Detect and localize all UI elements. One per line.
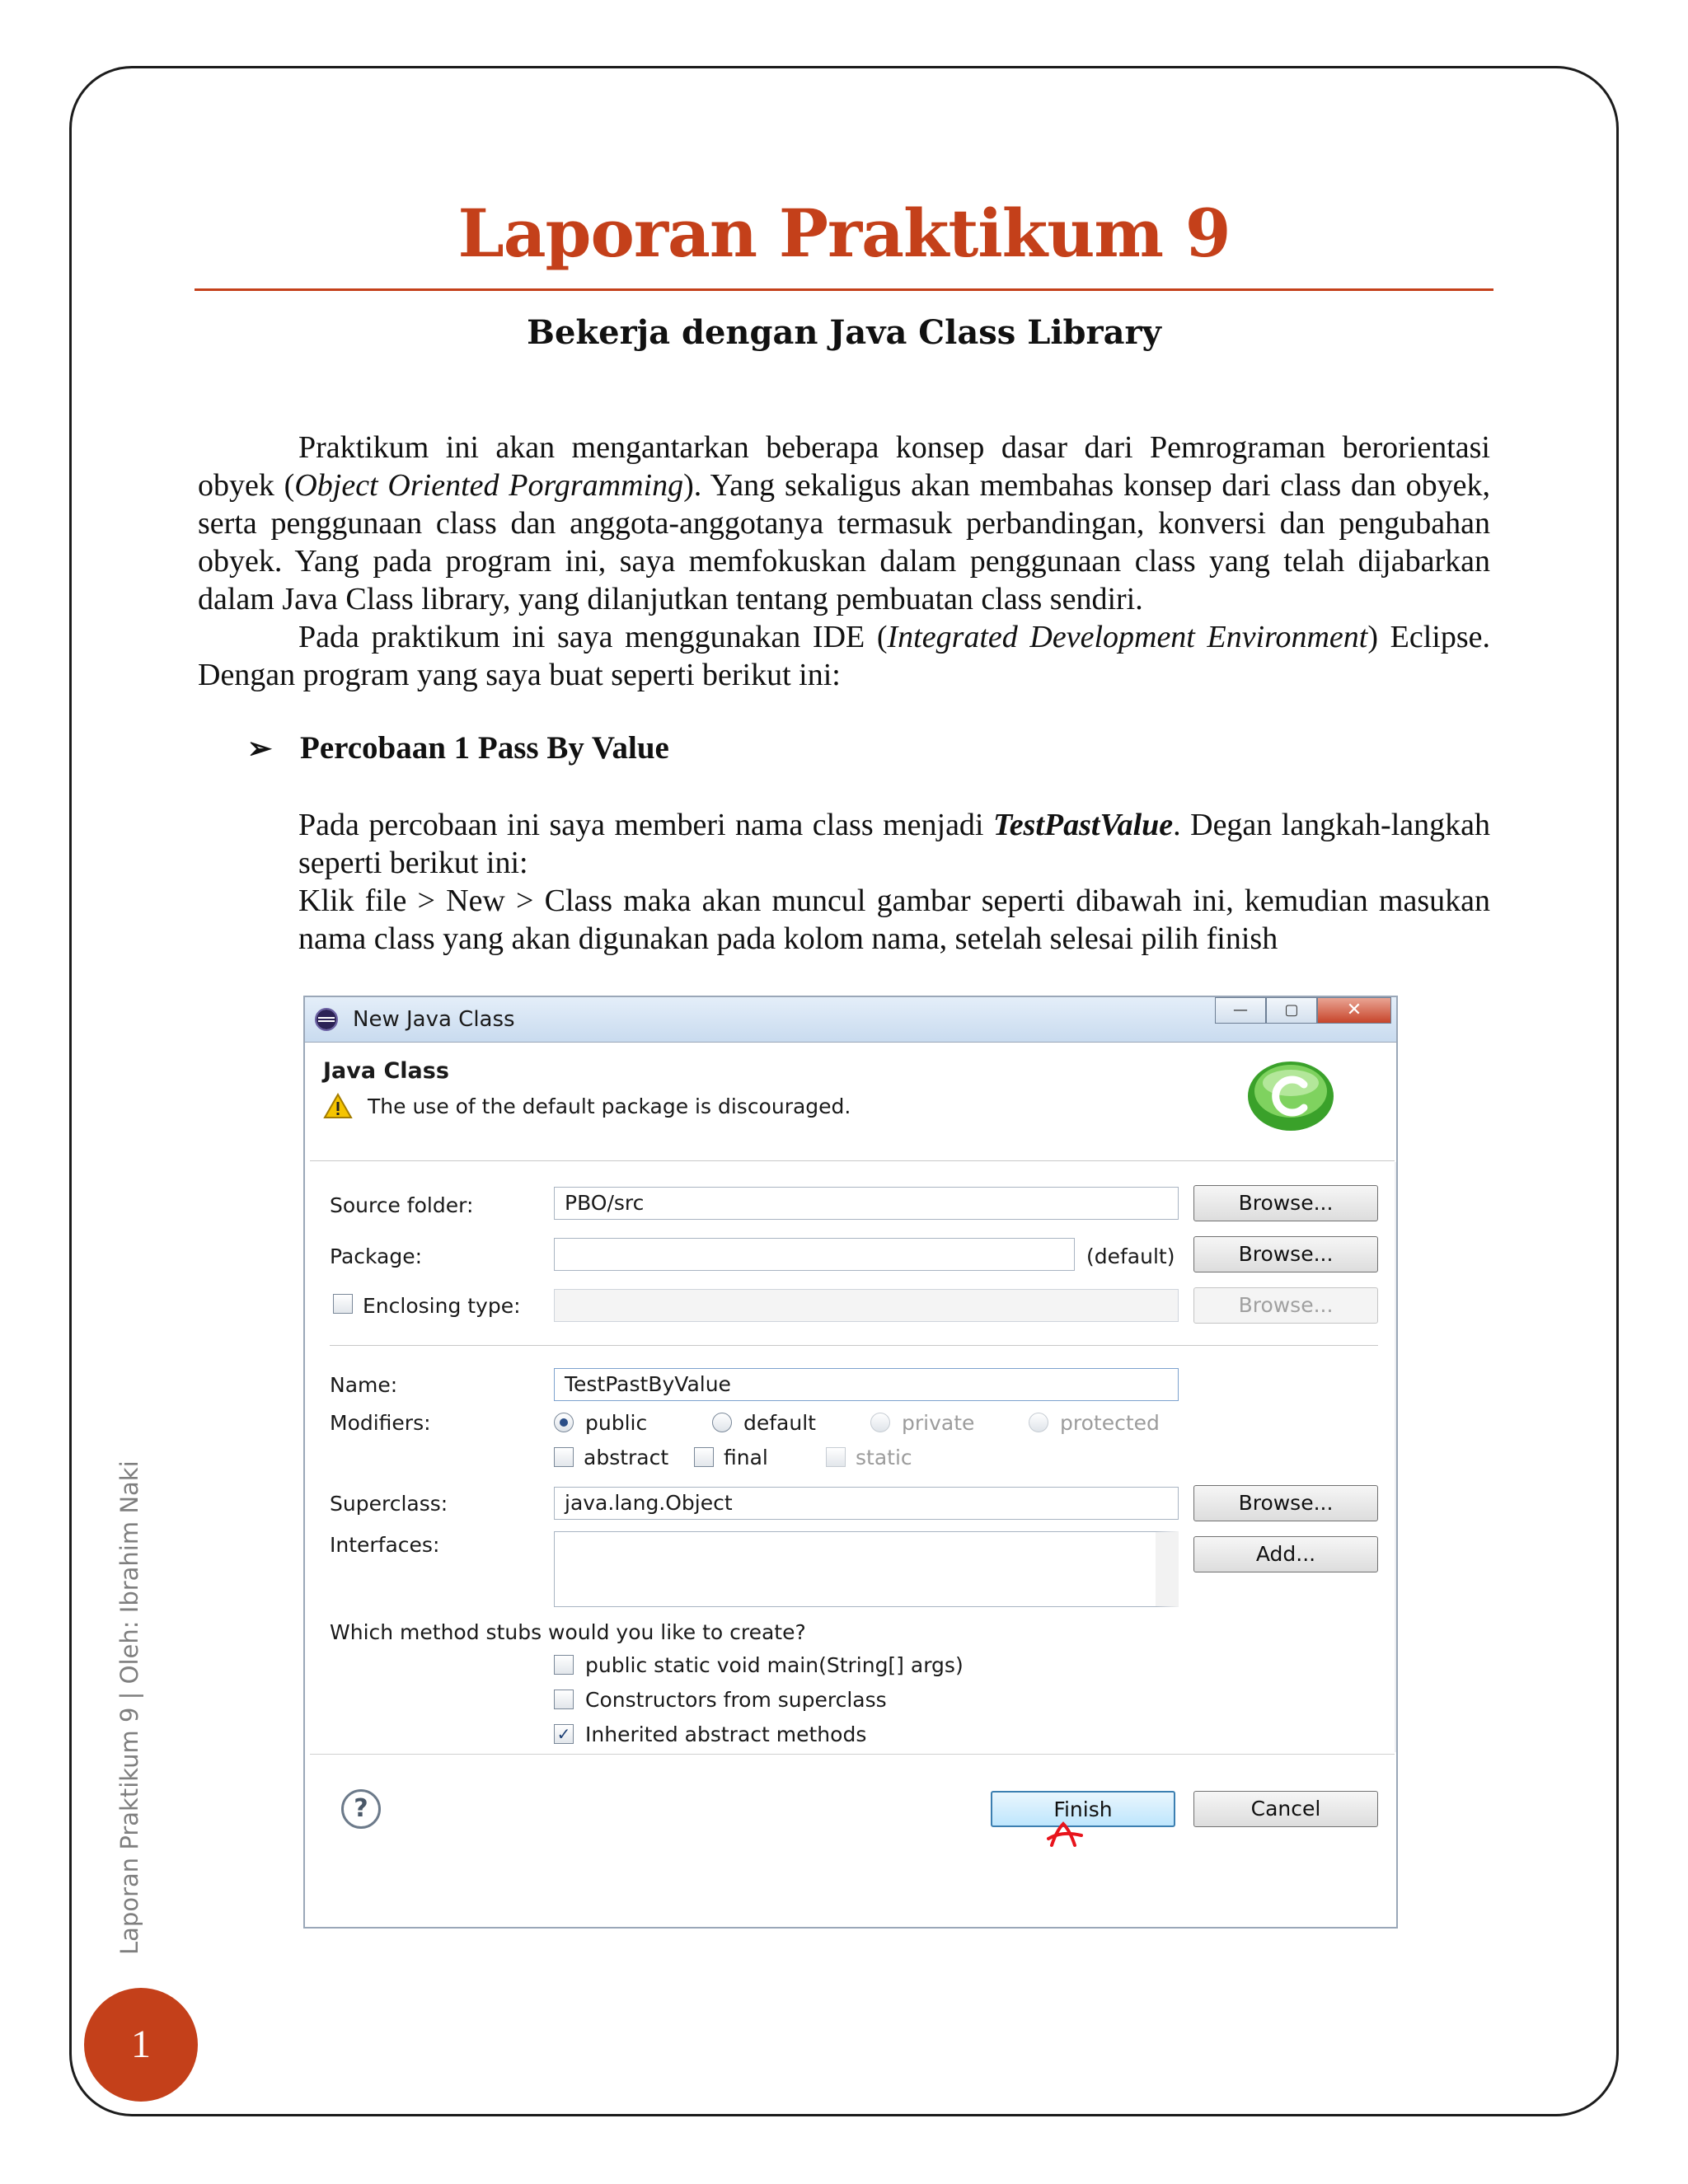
dialog-heading: Java Class bbox=[323, 1058, 449, 1084]
source-folder-browse-button[interactable]: Browse... bbox=[1193, 1185, 1378, 1221]
page-title: Laporan Praktikum 9 bbox=[457, 194, 1231, 272]
name-field[interactable]: TestPastByValue bbox=[554, 1368, 1179, 1401]
abstract-label: abstract bbox=[584, 1446, 669, 1469]
source-folder-label: Source folder: bbox=[330, 1193, 474, 1217]
java-class-c-icon bbox=[1246, 1060, 1335, 1132]
constructors-checkbox[interactable] bbox=[554, 1690, 574, 1709]
source-folder-field[interactable]: PBO/src bbox=[554, 1187, 1179, 1220]
enclosing-type-label: Enclosing type: bbox=[363, 1294, 521, 1318]
method-stubs-question: Which method stubs would you like to create? bbox=[330, 1620, 806, 1644]
main-method-label: public static void main(String[] args) bbox=[585, 1653, 964, 1677]
warning-text: The use of the default package is discouraged. bbox=[368, 1094, 851, 1118]
protected-label: protected bbox=[1060, 1411, 1160, 1435]
final-checkbox[interactable] bbox=[694, 1447, 714, 1467]
enclosing-type-browse-button[interactable]: Browse... bbox=[1193, 1287, 1378, 1324]
page-number-badge: 1 bbox=[84, 1988, 198, 2102]
page-subtitle: Bekerja dengan Java Class Library bbox=[527, 313, 1161, 352]
new-java-class-dialog bbox=[303, 996, 1398, 1929]
main-method-checkbox[interactable] bbox=[554, 1655, 574, 1675]
eclipse-icon bbox=[313, 1007, 340, 1032]
static-label: static bbox=[856, 1446, 912, 1469]
help-icon[interactable]: ? bbox=[341, 1789, 381, 1829]
arrow-bullet-icon: ➢ bbox=[247, 732, 273, 765]
package-browse-button[interactable]: Browse... bbox=[1193, 1236, 1378, 1272]
maximize-button[interactable]: ▢ bbox=[1266, 997, 1317, 1024]
enclosing-type-field[interactable] bbox=[554, 1289, 1179, 1322]
warning-icon bbox=[323, 1093, 353, 1119]
inherited-methods-checkbox[interactable]: ✓ bbox=[554, 1724, 574, 1744]
default-radio[interactable] bbox=[712, 1413, 732, 1432]
section-heading: ➢ Percobaan 1 Pass By Value bbox=[247, 730, 669, 766]
hand-drawn-pointer-mark bbox=[1047, 1821, 1085, 1850]
enclosing-type-checkbox[interactable] bbox=[333, 1294, 353, 1314]
interfaces-list[interactable] bbox=[554, 1531, 1179, 1607]
superclass-field[interactable]: java.lang.Object bbox=[554, 1487, 1179, 1520]
window-title: New Java Class bbox=[353, 1007, 515, 1032]
section-paragraph-2: Klik file > New > Class maka akan muncul gambar seperti dibawah ini, kemudian masukan nama class yang akan digunakan pada kolom nama, setelah selesai pilih finish bbox=[298, 883, 1490, 956]
static-checkbox[interactable] bbox=[826, 1447, 846, 1467]
section-paragraph-1: Pada percobaan ini saya memberi nama class menjadi TestPastValue. Degan langkah-langkah seperti berikut ini: bbox=[298, 808, 1490, 880]
public-radio[interactable] bbox=[554, 1413, 574, 1432]
superclass-browse-button[interactable]: Browse... bbox=[1193, 1485, 1378, 1521]
sidebar-footer-text: Laporan Praktikum 9 | Oleh: Ibrahim Naki bbox=[115, 1460, 143, 1955]
window-titlebar bbox=[305, 997, 1396, 1043]
dialog-button-bar bbox=[310, 1754, 1395, 1928]
inherited-methods-label: Inherited abstract methods bbox=[585, 1722, 867, 1746]
dialog-content bbox=[310, 1162, 1398, 1752]
cancel-button[interactable]: Cancel bbox=[1193, 1791, 1378, 1827]
final-label: final bbox=[724, 1446, 768, 1469]
name-label: Name: bbox=[330, 1373, 398, 1397]
constructors-label: Constructors from superclass bbox=[585, 1688, 887, 1712]
window-controls bbox=[1215, 997, 1391, 1025]
intro-paragraph-2: Pada praktikum ini saya menggunakan IDE (Integrated Development Environment) Eclipse. Dengan program yang saya buat seperti berikut ini: bbox=[198, 620, 1490, 692]
private-radio[interactable] bbox=[870, 1413, 890, 1432]
package-field[interactable] bbox=[554, 1238, 1075, 1271]
superclass-label: Superclass: bbox=[330, 1492, 448, 1516]
warning-message bbox=[323, 1093, 851, 1119]
intro-paragraph-1: Praktikum ini akan mengantarkan beberapa konsep dasar dari Pemrograman berorientasi obyek (Object Oriented Porgramming). Yang sekaligus akan membahas konsep dari class dan obyek, serta penggunaan class dan anggota-anggotanya termasuk perbandingan, konversi dan pengubahan obyek. Yang pada program ini, saya memfokuskan dalam penggunaan class yang telah dijabarkan dalam Java Class library, yang dilanjutkan tentang pembuatan class sendiri. bbox=[198, 430, 1490, 616]
package-label: Package: bbox=[330, 1244, 423, 1268]
public-label: public bbox=[585, 1411, 648, 1435]
interfaces-label: Interfaces: bbox=[330, 1533, 440, 1557]
abstract-checkbox[interactable] bbox=[554, 1447, 574, 1467]
title-divider bbox=[195, 288, 1493, 291]
modifiers-label: Modifiers: bbox=[330, 1411, 431, 1435]
protected-radio[interactable] bbox=[1029, 1413, 1048, 1432]
private-label: private bbox=[902, 1411, 975, 1435]
interfaces-add-button[interactable]: Add... bbox=[1193, 1536, 1378, 1572]
close-button[interactable]: ✕ bbox=[1317, 997, 1391, 1024]
finish-button[interactable]: Finish bbox=[991, 1791, 1175, 1827]
default-label: default bbox=[743, 1411, 816, 1435]
minimize-button[interactable]: — bbox=[1215, 997, 1266, 1024]
package-default-hint: (default) bbox=[1086, 1244, 1175, 1268]
dialog-banner bbox=[310, 1043, 1395, 1161]
separator bbox=[330, 1345, 1378, 1346]
